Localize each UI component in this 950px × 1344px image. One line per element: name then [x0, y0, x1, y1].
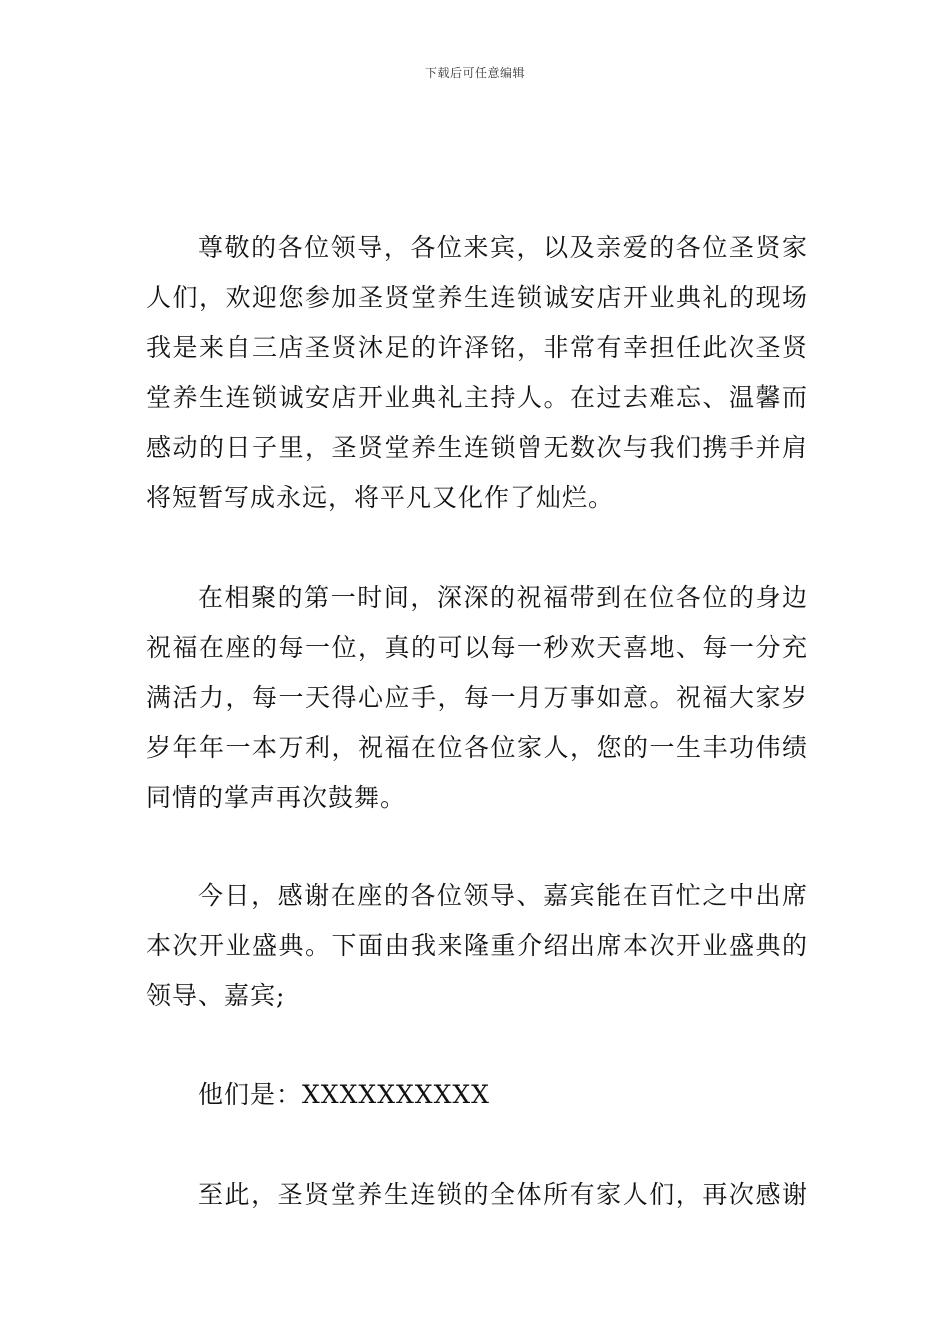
text-line: 我是来自三店圣贤沐足的许泽铭，非常有幸担任此次圣贤 [146, 333, 808, 362]
text-line: 堂养生连锁诚安店开业典礼主持人。在过去难忘、温馨而 [146, 383, 808, 412]
text-line: 本次开业盛典。下面由我来隆重介绍出席本次开业盛典的 [146, 931, 808, 960]
text-line: 将短暂写成永远，将平凡又化作了灿烂。 [146, 483, 615, 512]
text-line: 满活力，每一天得心应手，每一月万事如意。祝福大家岁 [146, 683, 808, 712]
text-line: 领导、嘉宾; [146, 981, 286, 1010]
text-line: 在相聚的第一时间，深深的祝福带到在位各位的身边 [198, 583, 808, 612]
text-line: 至此，圣贤堂养生连锁的全体所有家人们，再次感谢 [198, 1180, 808, 1209]
text-line: 今日，感谢在座的各位领导、嘉宾能在百忙之中出席 [198, 881, 808, 910]
text-line: 感动的日子里，圣贤堂养生连锁曾无数次与我们携手并肩 [146, 433, 808, 462]
text-line: 人们，欢迎您参加圣贤堂养生连锁诚安店开业典礼的现场 [146, 283, 808, 312]
paragraph-closing [146, 1170, 808, 1220]
page-header-note: 下载后可任意编辑 [424, 66, 525, 80]
text-line: 岁年年一本万利，祝福在位各位家人，您的一生丰功伟绩 [146, 733, 808, 762]
text-line: 祝福在座的每一位，真的可以每一秒欢天喜地、每一分充 [146, 633, 808, 662]
text-line: 同情的掌声再次鼓舞。 [146, 783, 407, 812]
paragraph-thanks [146, 871, 808, 1021]
paragraph-blessing [146, 573, 808, 823]
paragraph-welcome [146, 223, 808, 523]
text-line: 他们是：XXXXXXXXXX [198, 1080, 490, 1109]
text-line: 尊敬的各位领导，各位来宾，以及亲爱的各位圣贤家 [198, 233, 808, 262]
paragraph-guests [146, 1070, 808, 1120]
